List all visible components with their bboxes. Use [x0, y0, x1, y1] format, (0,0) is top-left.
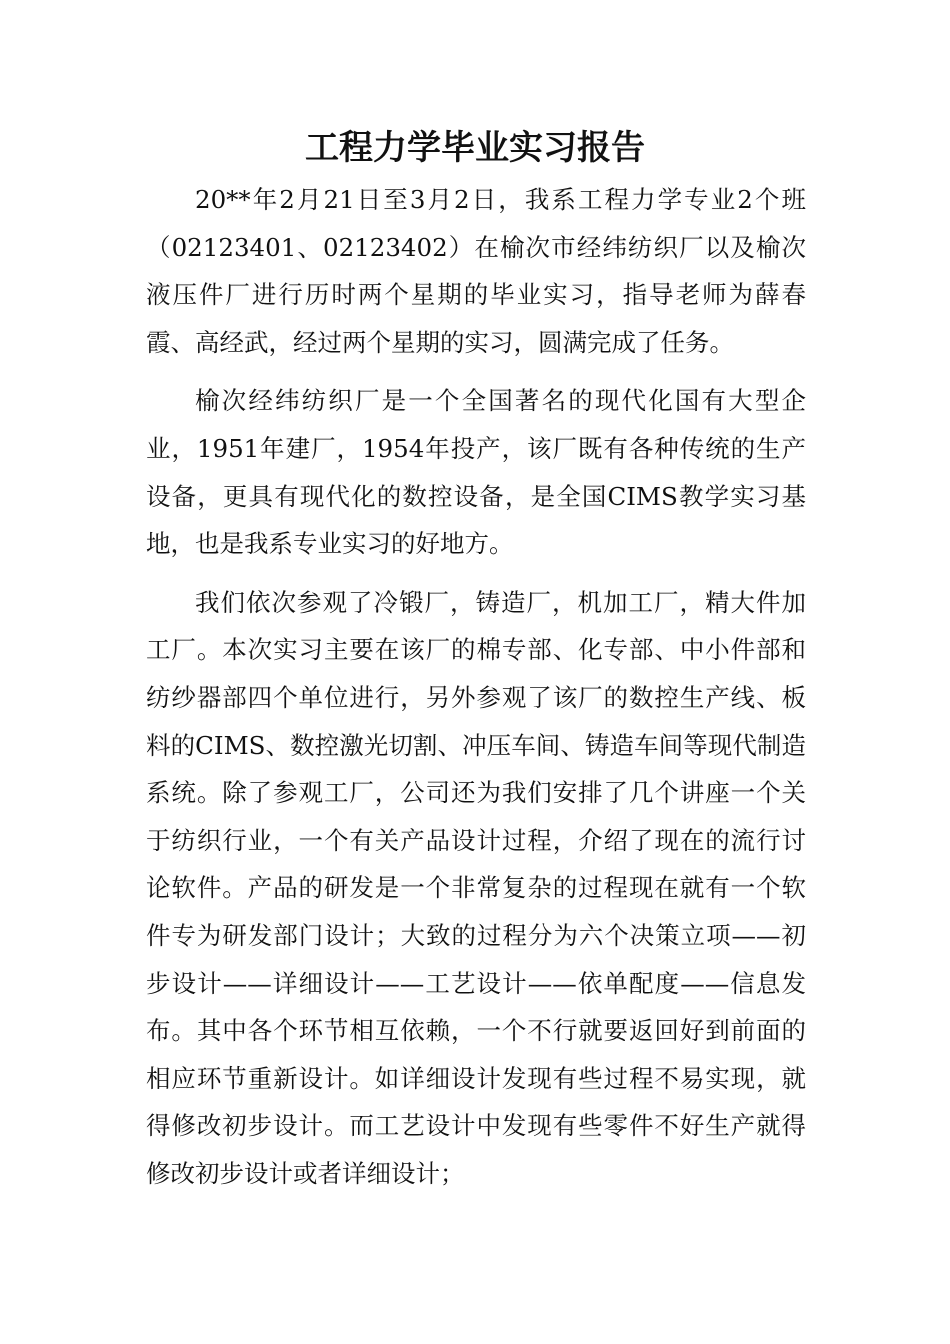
document-body: [146, 176, 806, 1208]
document-title: 工程力学毕业实习报告: [305, 128, 645, 168]
paragraph-internship-overview: 20**年2月21日至3月2日，我系工程力学专业2个班（02123401、02123402）在榆次市经纬纺织厂以及榆次液压件厂进行历时两个星期的毕业实习，指导老师为薛春霞、高经武，经过两个星期的实习，圆满完成了任务。: [146, 185, 806, 357]
paragraph-visit-details: 我们依次参观了冷锻厂，铸造厂，机加工厂，精大件加工厂。本次实习主要在该厂的棉专部、化专部、中小件部和纺纱器部四个单位进行，另外参观了该厂的数控生产线、板料的CIMS、数控激光切割、冲压车间、铸造车间等现代制造系统。除了参观工厂，公司还为我们安排了几个讲座一个关于纺织行业，一个有关产品设计过程，介绍了现在的流行讨论软件。产品的研发是一个非常复杂的过程现在就有一个软件专为研发部门设计；大致的过程分为六个决策立项——初步设计——详细设计——工艺设计——依单配度——信息发布。其中各个环节相互依赖，一个不行就要返回好到前面的相应环节重新设计。如详细设计发现有些过程不易实现，就得修改初步设计。而工艺设计中发现有些零件不好生产就得修改初步设计或者详细设计；: [146, 587, 806, 1188]
paragraph-factory-intro: 榆次经纬纺织厂是一个全国著名的现代化国有大型企业，1951年建厂，1954年投产，该厂既有各种传统的生产设备，更具有现代化的数控设备，是全国CIMS教学实习基地，也是我系专业实习的好地方。: [146, 386, 806, 559]
